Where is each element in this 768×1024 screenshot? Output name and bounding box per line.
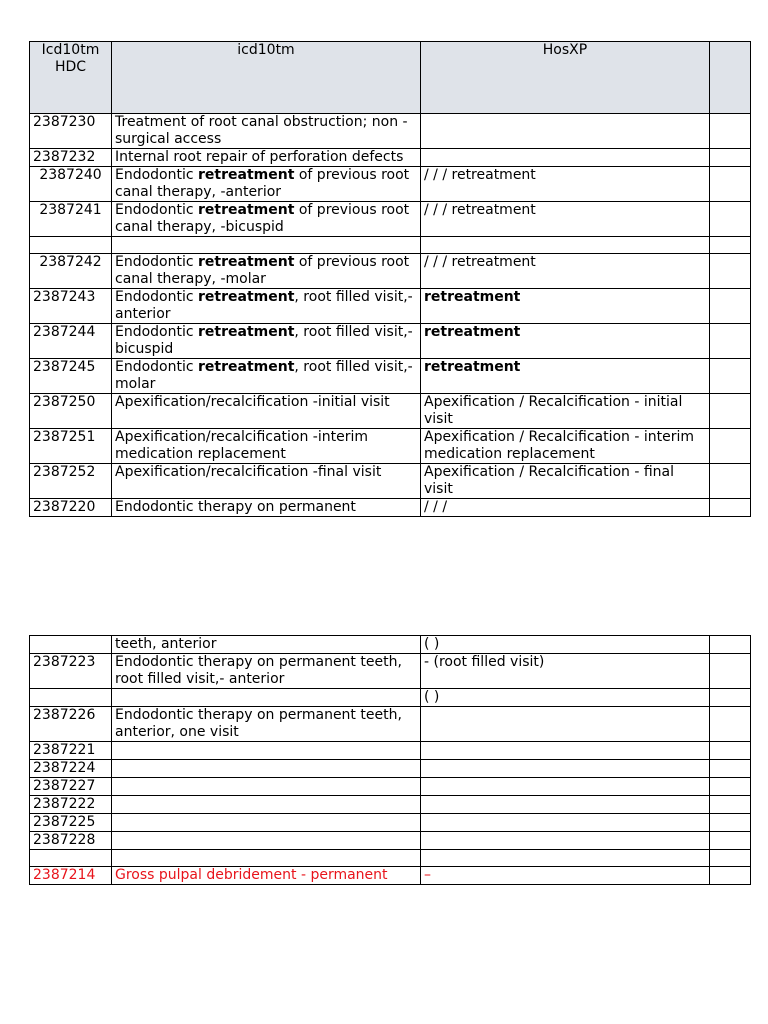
cell-code: 2387227 xyxy=(30,778,112,796)
codes-table-top xyxy=(29,41,751,517)
cell-extra xyxy=(710,237,751,254)
description-text-rest: , root filled visit,- anterior xyxy=(115,289,413,322)
cell-extra xyxy=(710,464,751,499)
table-row xyxy=(30,237,751,254)
cell-extra xyxy=(710,167,751,202)
table-row xyxy=(30,202,751,237)
table-row xyxy=(30,778,751,796)
cell-code: 2387251 xyxy=(30,429,112,464)
cell-code: 2387252 xyxy=(30,464,112,499)
cell-code xyxy=(30,689,112,707)
cell-code xyxy=(30,850,112,867)
header-extra xyxy=(710,42,751,114)
cell-description xyxy=(112,394,421,429)
cell-code: 2387241 xyxy=(30,202,112,237)
cell-extra xyxy=(710,654,751,689)
description-text: Apexification/recalcification -final visit xyxy=(115,464,382,480)
header-code: Icd10tm HDC xyxy=(30,42,112,114)
description-bold-term: retreatment xyxy=(198,167,295,183)
cell-hosxp-name xyxy=(421,202,710,237)
cell-code: 2387223 xyxy=(30,654,112,689)
description-bold-term: retreatment xyxy=(198,254,295,270)
table-row xyxy=(30,742,751,760)
cell-extra xyxy=(710,742,751,760)
cell-description xyxy=(112,254,421,289)
cell-code: 2387225 xyxy=(30,814,112,832)
cell-hosxp-name xyxy=(421,796,710,814)
cell-code: 2387222 xyxy=(30,796,112,814)
cell-description xyxy=(112,796,421,814)
cell-extra xyxy=(710,254,751,289)
description-text-rest: of previous root canal therapy, -anterior xyxy=(115,167,410,200)
cell-extra xyxy=(710,867,751,885)
description-bold-term: retreatment xyxy=(198,359,295,375)
cell-hosxp-name xyxy=(421,114,710,149)
cell-description xyxy=(112,464,421,499)
hosxp-text: / / / retreatment xyxy=(424,202,536,218)
cell-extra xyxy=(710,359,751,394)
cell-code: 2387224 xyxy=(30,760,112,778)
cell-description: teeth, anterior xyxy=(112,636,421,654)
description-text: Apexification/recalcification -interim medication replacement xyxy=(115,429,369,462)
cell-hosxp-name xyxy=(421,324,710,359)
cell-code: 2387250 xyxy=(30,394,112,429)
cell-code: 2387240 xyxy=(30,167,112,202)
cell-hosxp-name xyxy=(421,814,710,832)
table-row xyxy=(30,289,751,324)
cell-description: Endodontic therapy on permanent teeth, root filled visit,- anterior xyxy=(112,654,421,689)
cell-extra xyxy=(710,149,751,167)
cell-hosxp-name: ( ) xyxy=(421,636,710,654)
table-row xyxy=(30,760,751,778)
cell-description xyxy=(112,814,421,832)
description-text: Endodontic xyxy=(115,167,199,183)
description-text: Endodontic xyxy=(115,202,199,218)
cell-hosxp-name xyxy=(421,254,710,289)
cell-description xyxy=(112,832,421,850)
table-row xyxy=(30,654,751,689)
description-bold-term: retreatment xyxy=(198,324,295,340)
table-row xyxy=(30,359,751,394)
cell-extra xyxy=(710,707,751,742)
table-row xyxy=(30,850,751,867)
table-row xyxy=(30,636,751,654)
cell-description xyxy=(112,359,421,394)
description-text: Endodontic xyxy=(115,289,199,305)
cell-hosxp-name xyxy=(421,289,710,324)
cell-extra xyxy=(710,394,751,429)
cell-extra xyxy=(710,636,751,654)
cell-extra xyxy=(710,850,751,867)
cell-description xyxy=(112,689,421,707)
table-row xyxy=(30,707,751,742)
hosxp-bold-term: retreatment xyxy=(424,289,521,305)
cell-extra xyxy=(710,778,751,796)
table-row-highlighted xyxy=(30,867,751,885)
cell-code xyxy=(30,636,112,654)
cell-hosxp-name xyxy=(421,707,710,742)
cell-description xyxy=(112,167,421,202)
table-row xyxy=(30,464,751,499)
cell-hosxp-name xyxy=(421,149,710,167)
cell-description xyxy=(112,289,421,324)
cell-hosxp-name xyxy=(421,167,710,202)
cell-description xyxy=(112,850,421,867)
cell-hosxp-name xyxy=(421,464,710,499)
cell-code: 2387244 xyxy=(30,324,112,359)
cell-description xyxy=(112,114,421,149)
table-row xyxy=(30,324,751,359)
cell-code: 2387245 xyxy=(30,359,112,394)
table-row xyxy=(30,114,751,149)
table-row xyxy=(30,167,751,202)
table-header-row xyxy=(30,42,751,114)
cell-hosxp-name xyxy=(421,850,710,867)
cell-hosxp-name xyxy=(421,778,710,796)
cell-hosxp-name xyxy=(421,832,710,850)
cell-description xyxy=(112,202,421,237)
cell-extra xyxy=(710,202,751,237)
cell-code: 2387228 xyxy=(30,832,112,850)
header-icd-name: icd10tm xyxy=(112,42,421,114)
cell-hosxp-name xyxy=(421,742,710,760)
description-text: Endodontic therapy on permanent xyxy=(115,499,356,515)
description-text: Endodontic xyxy=(115,324,199,340)
cell-extra xyxy=(710,499,751,517)
cell-code: 2387230 xyxy=(30,114,112,149)
description-text: Internal root repair of perforation defects xyxy=(115,149,404,165)
cell-hosxp-name xyxy=(421,237,710,254)
description-text-rest: of previous root canal therapy, -bicuspid xyxy=(115,202,410,235)
cell-code: 2387214 xyxy=(30,867,112,885)
cell-description xyxy=(112,237,421,254)
cell-hosxp-name xyxy=(421,359,710,394)
hosxp-bold-term: retreatment xyxy=(424,359,521,375)
hosxp-text: / / / retreatment xyxy=(424,254,536,270)
cell-code: 2387226 xyxy=(30,707,112,742)
cell-extra xyxy=(710,289,751,324)
description-text: Endodontic xyxy=(115,254,199,270)
table-row xyxy=(30,814,751,832)
cell-extra xyxy=(710,814,751,832)
description-text-rest: , root filled visit,- bicuspid xyxy=(115,324,413,357)
table-row xyxy=(30,689,751,707)
cell-extra xyxy=(710,429,751,464)
table-row xyxy=(30,429,751,464)
cell-extra xyxy=(710,689,751,707)
table-row xyxy=(30,149,751,167)
cell-description xyxy=(112,742,421,760)
cell-hosxp-name: ( ) xyxy=(421,689,710,707)
description-text: Endodontic xyxy=(115,359,199,375)
cell-code: 2387242 xyxy=(30,254,112,289)
cell-extra xyxy=(710,324,751,359)
cell-hosxp-name xyxy=(421,760,710,778)
cell-description xyxy=(112,324,421,359)
table-row xyxy=(30,254,751,289)
cell-extra xyxy=(710,796,751,814)
cell-hosxp-name: - (root filled visit) xyxy=(421,654,710,689)
cell-code: 2387243 xyxy=(30,289,112,324)
description-text: Treatment of root canal obstruction; non - surgical access xyxy=(115,114,408,147)
cell-description xyxy=(112,760,421,778)
table-row xyxy=(30,832,751,850)
cell-code: 2387232 xyxy=(30,149,112,167)
cell-extra xyxy=(710,832,751,850)
hosxp-text: / / / retreatment xyxy=(424,167,536,183)
cell-hosxp-name xyxy=(421,394,710,429)
cell-description xyxy=(112,149,421,167)
cell-hosxp-name xyxy=(421,499,710,517)
header-hosxp-name: HosXP xyxy=(421,42,710,114)
hosxp-text: Apexification / Recalcification - interim medication replacement xyxy=(424,429,695,462)
table-row xyxy=(30,394,751,429)
description-bold-term: retreatment xyxy=(198,289,295,305)
codes-table-bottom xyxy=(29,635,751,885)
cell-description: Endodontic therapy on permanent teeth, anterior, one visit xyxy=(112,707,421,742)
cell-description xyxy=(112,499,421,517)
cell-code xyxy=(30,237,112,254)
hosxp-text: / / / xyxy=(424,499,448,515)
table-row xyxy=(30,796,751,814)
description-text-rest: , root filled visit,- molar xyxy=(115,359,413,392)
cell-extra xyxy=(710,114,751,149)
hosxp-text: Apexification / Recalcification - initial visit xyxy=(424,394,683,427)
cell-code: 2387220 xyxy=(30,499,112,517)
description-bold-term: retreatment xyxy=(198,202,295,218)
cell-description xyxy=(112,778,421,796)
cell-description xyxy=(112,429,421,464)
hosxp-bold-term: retreatment xyxy=(424,324,521,340)
hosxp-text: Apexification / Recalcification - final visit xyxy=(424,464,675,497)
table-row xyxy=(30,499,751,517)
description-text: Apexification/recalcification -initial visit xyxy=(115,394,390,410)
cell-description: Gross pulpal debridement - permanent xyxy=(112,867,421,885)
description-text-rest: of previous root canal therapy, -molar xyxy=(115,254,410,287)
cell-extra xyxy=(710,760,751,778)
cell-hosxp-name: – xyxy=(421,867,710,885)
cell-code: 2387221 xyxy=(30,742,112,760)
cell-hosxp-name xyxy=(421,429,710,464)
